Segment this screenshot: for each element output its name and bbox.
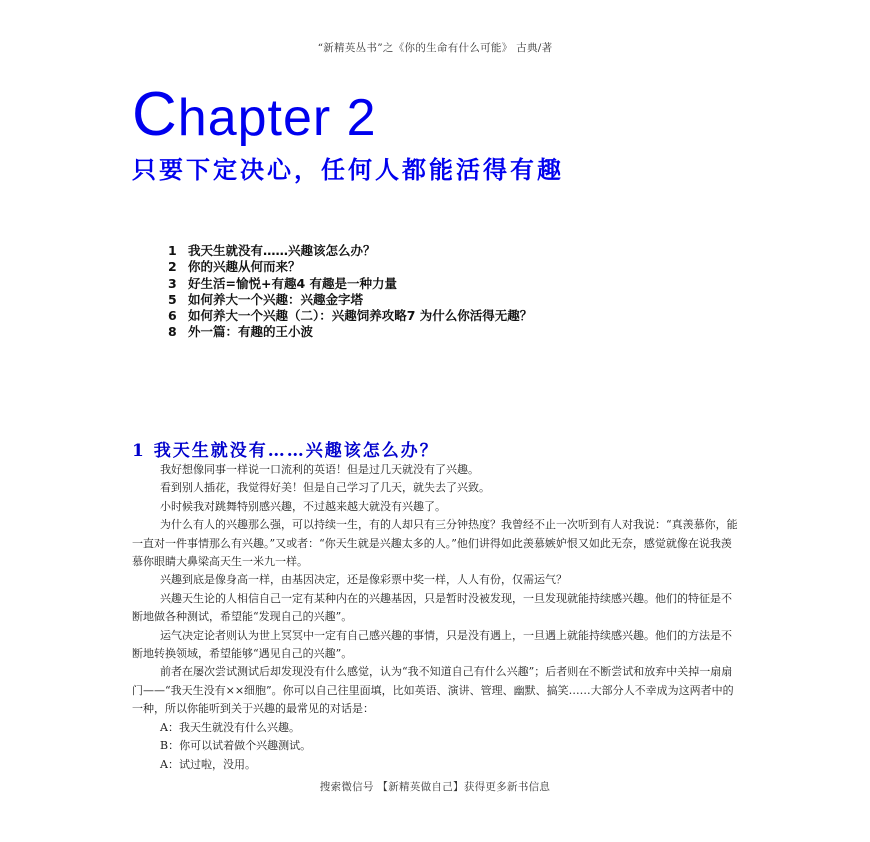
- chapter-title-initial: C: [132, 80, 178, 149]
- toc-item-text: 你的兴趣从何而来？: [188, 259, 301, 275]
- dialogue-line: B：你可以试着做个兴趣测试。: [160, 739, 312, 753]
- paragraph: 兴趣天生论的人相信自己一定有某种内在的兴趣基因，只是暂时没被发现，一旦发现就能持续感兴趣。他们的特征是不断地做各种测试，希望能“发现自己的兴趣”。: [132, 591, 732, 624]
- chapter-subtitle: 只要下定决心，任何人都能活得有趣: [132, 156, 564, 184]
- toc-item: [168, 276, 532, 292]
- toc-item: [168, 243, 532, 259]
- paragraph: 小时候我对跳舞特别感兴趣，不过越来越大就没有兴趣了。: [160, 499, 446, 513]
- toc-item-text: 如何养大一个兴趣（二）：兴趣饲养攻略7 为什么你活得无趣？: [188, 308, 533, 324]
- paragraph: 兴趣到底是像身高一样，由基因决定，还是像彩票中奖一样，人人有份，仅需运气？: [160, 573, 567, 587]
- toc-item-number: 3: [168, 275, 177, 291]
- toc-item-number: 8: [168, 324, 177, 340]
- table-of-contents: [168, 243, 532, 341]
- toc-item-number: 5: [168, 291, 177, 307]
- dialogue-line: A：我天生就没有什么兴趣。: [160, 720, 300, 734]
- page-header: “新精英丛书”之《你的生命有什么可能》 古典/著: [317, 42, 553, 54]
- dialogue-line: A：试过啦，没用。: [160, 757, 256, 771]
- toc-item: [168, 324, 532, 340]
- page-footer: 搜索微信号 【新精英做自己】获得更多新书信息: [319, 781, 551, 793]
- toc-item-text: 好生活=愉悦+有趣4 有趣是一种力量: [188, 275, 397, 291]
- paragraph: 为什么有人的兴趣那么强，可以持续一生，有的人却只有三分钟热度？我曾经不止一次听到有人对我说：“真羡慕你，能一直对一件事情那么有兴趣。”又或者：“你天生就是兴趣太多的人。”他们讲得如此羡慕嫉妒恨又如此无奈，感觉就像在说我羡慕你眼睛大鼻梁高天生一米九一样。: [132, 518, 738, 569]
- chapter-title: [132, 80, 377, 149]
- toc-item-number: 6: [168, 308, 177, 324]
- section-body: [132, 461, 742, 774]
- paragraph: 运气决定论者则认为世上冥冥中一定有自己感兴趣的事情，只是没有遇上，一旦遇上就能持续感兴趣。他们的方法是不断地转换领域，希望能够“遇见自己的兴趣”。: [132, 628, 732, 661]
- toc-item-number: 2: [168, 259, 177, 275]
- paragraph: 我好想像同事一样说一口流利的英语！但是过几天就没有了兴趣。: [160, 463, 479, 476]
- toc-item: [168, 308, 532, 324]
- toc-item-number: 1: [168, 243, 177, 258]
- paragraph: 看到别人插花，我觉得好美！但是自己学习了几天，就失去了兴致。: [160, 481, 490, 495]
- paragraph: 前者在屡次尝试测试后却发现没有什么感觉，认为“我不知道自己有什么兴趣”；后者则在不断尝试和放弃中关掉一扇扇门——“我天生没有××细胞”。你可以自己往里面填，比如英语、演讲、管理、幽默、搞笑……大部分人不幸成为这两者中的一种，所以你能听到关于兴趣的最常见的对话是：: [132, 665, 734, 716]
- toc-item: [168, 259, 532, 275]
- toc-item-text: 我天生就没有……兴趣该怎么办？: [188, 243, 376, 258]
- chapter-title-rest: hapter 2: [177, 89, 377, 147]
- section-heading: 1 我天生就没有……兴趣该怎么办？: [132, 441, 439, 461]
- toc-item: [168, 292, 532, 308]
- toc-item-text: 如何养大一个兴趣：兴趣金字塔: [188, 291, 364, 307]
- toc-item-text: 外一篇：有趣的王小波: [188, 324, 314, 340]
